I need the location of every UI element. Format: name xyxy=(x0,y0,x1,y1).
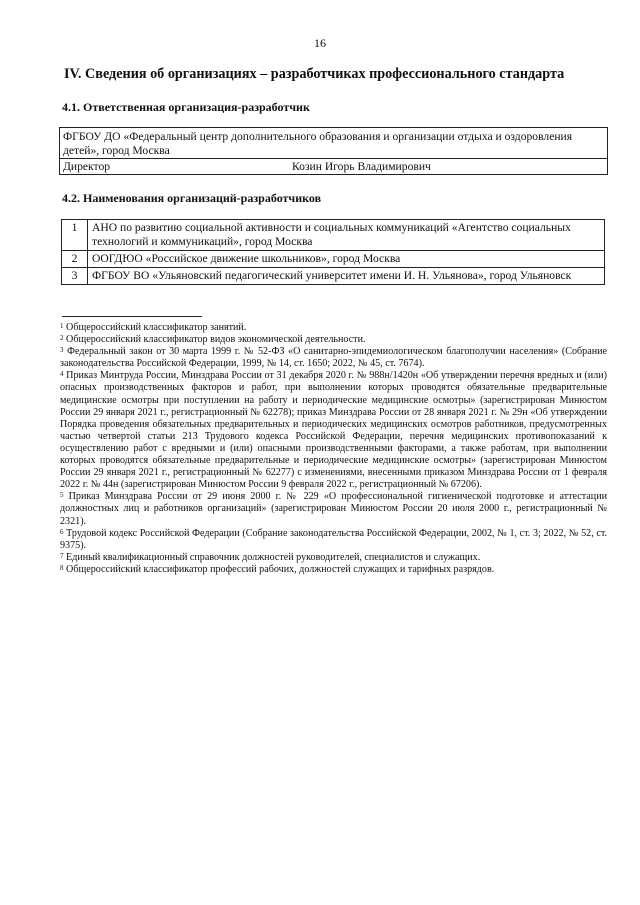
footnote-text: Общероссийский классификатор видов экономической деятельности. xyxy=(63,334,366,346)
footnote xyxy=(60,491,607,527)
footnote xyxy=(60,552,607,564)
page-number: 16 xyxy=(314,36,326,50)
footnote-text: Приказ Минздрава России от 29 июня 2000 г. № 229 «О профессиональной гигиенической подготовке и аттестации должностных лиц и работников организаций» (зарегистрирован Минюстом России 20 июля 2000 г., регистрационный № 2321). xyxy=(60,491,607,527)
responsible-org-heading: 4.1. Ответственная организация-разработчик xyxy=(62,100,310,114)
footnote-separator xyxy=(62,316,202,317)
footnote-text: Общероссийский классификатор занятий. xyxy=(63,322,247,333)
director-cell xyxy=(60,159,608,175)
footnote-text: Приказ Минтруда России, Минздрава России от 31 декабря 2020 г. № 988н/1420н «Об утверждении перечня вредных и (или) опасных производственных факторов и работ, при выполнении которых проводятся обязательные предварительные медицинские осмотры при поступлении на работу и периодические медицинские осмотры» (зарегистрирован Минюстом России 29 января 2021 г., регистрационный № 62278); приказ Минздрава России от 28 января 2021 г. № 29н «Об утверждении Порядка проведения обязательных предварительных и периодических медицинских осмотров работников, предусмотренных частью четвертой статьи 213 Трудового кодекса Российской Федерации, перечня медицинских противопоказаний к осуществлению работ с вредными и (или) опасными производственными факторами, а также работам, при выполнении которых проводятся обязательные предварительные и периодические медицинские осмотры» (зарегистрирован Минюстом России 29 января 2021 г., регистрационный № 62277) с изменениями, внесенными приказом Минздрава России от 1 февраля 2022 г. № 44н (зарегистрирован Минюстом России 9 февраля 2022 г., регистрационный № 67206). xyxy=(60,370,607,491)
responsible-org-table xyxy=(59,127,608,175)
footnote-mark: 7 xyxy=(60,551,64,560)
developer-org-name: ФГБОУ ВО «Ульяновский педагогический университет имени И. Н. Ульянова», город Ульяновск xyxy=(88,268,605,285)
footnote-mark: 2 xyxy=(60,334,64,343)
footnote-mark: 4 xyxy=(60,370,64,379)
footnote-mark: 6 xyxy=(60,527,64,536)
footnote xyxy=(60,370,607,491)
footnote-mark: 3 xyxy=(60,346,64,355)
footnote xyxy=(60,334,607,346)
footnote-text: Трудовой кодекс Российской Федерации (Собрание законодательства Российской Федерации, 2002, № 1, ст. 3; 2022, № 52, ст. 9375). xyxy=(60,527,607,551)
row-number: 1 xyxy=(62,220,88,251)
developer-org-name: АНО по развитию социальной активности и социальных коммуникаций «Агентство социальных технологий и коммуникаций», город Москва xyxy=(88,220,605,251)
director-position: Директор xyxy=(63,160,111,173)
footnote-mark: 5 xyxy=(60,491,64,500)
director-name: Козин Игорь Владимирович xyxy=(292,160,431,173)
table-row xyxy=(62,220,605,251)
footnote-mark: 8 xyxy=(60,563,64,572)
table-row xyxy=(62,251,605,268)
footnotes xyxy=(60,322,607,576)
section-title: IV. Сведения об организациях – разработчиках профессионального стандарта xyxy=(64,66,565,82)
table-row xyxy=(60,128,608,159)
responsible-org-name: ФГБОУ ДО «Федеральный центр дополнительного образования и организации отдыха и оздоровления детей», город Москва xyxy=(60,128,608,159)
footnote xyxy=(60,564,607,576)
footnote xyxy=(60,346,607,370)
row-number: 3 xyxy=(62,268,88,285)
developer-org-name: ООГДЮО «Российское движение школьников», город Москва xyxy=(88,251,605,268)
footnote-text: Единый квалификационный справочник должностей руководителей, специалистов и служащих. xyxy=(63,551,481,563)
row-number: 2 xyxy=(62,251,88,268)
footnote xyxy=(60,322,607,334)
footnote xyxy=(60,528,607,552)
footnote-text: Федеральный закон от 30 марта 1999 г. № 52-ФЗ «О санитарно-эпидемиологическом благополучии населения» (Собрание законодательства Российской Федерации, 1999, № 14, ст. 1650; 2022, № 45, ст. 7674). xyxy=(60,346,607,370)
table-row xyxy=(62,268,605,285)
footnote-text: Общероссийский классификатор профессий рабочих, должностей служащих и тарифных разрядов. xyxy=(63,563,495,575)
developer-orgs-heading: 4.2. Наименования организаций-разработчиков xyxy=(62,191,322,205)
developer-orgs-table xyxy=(61,219,605,285)
footnote-mark: 1 xyxy=(60,322,64,330)
table-row xyxy=(60,159,608,175)
